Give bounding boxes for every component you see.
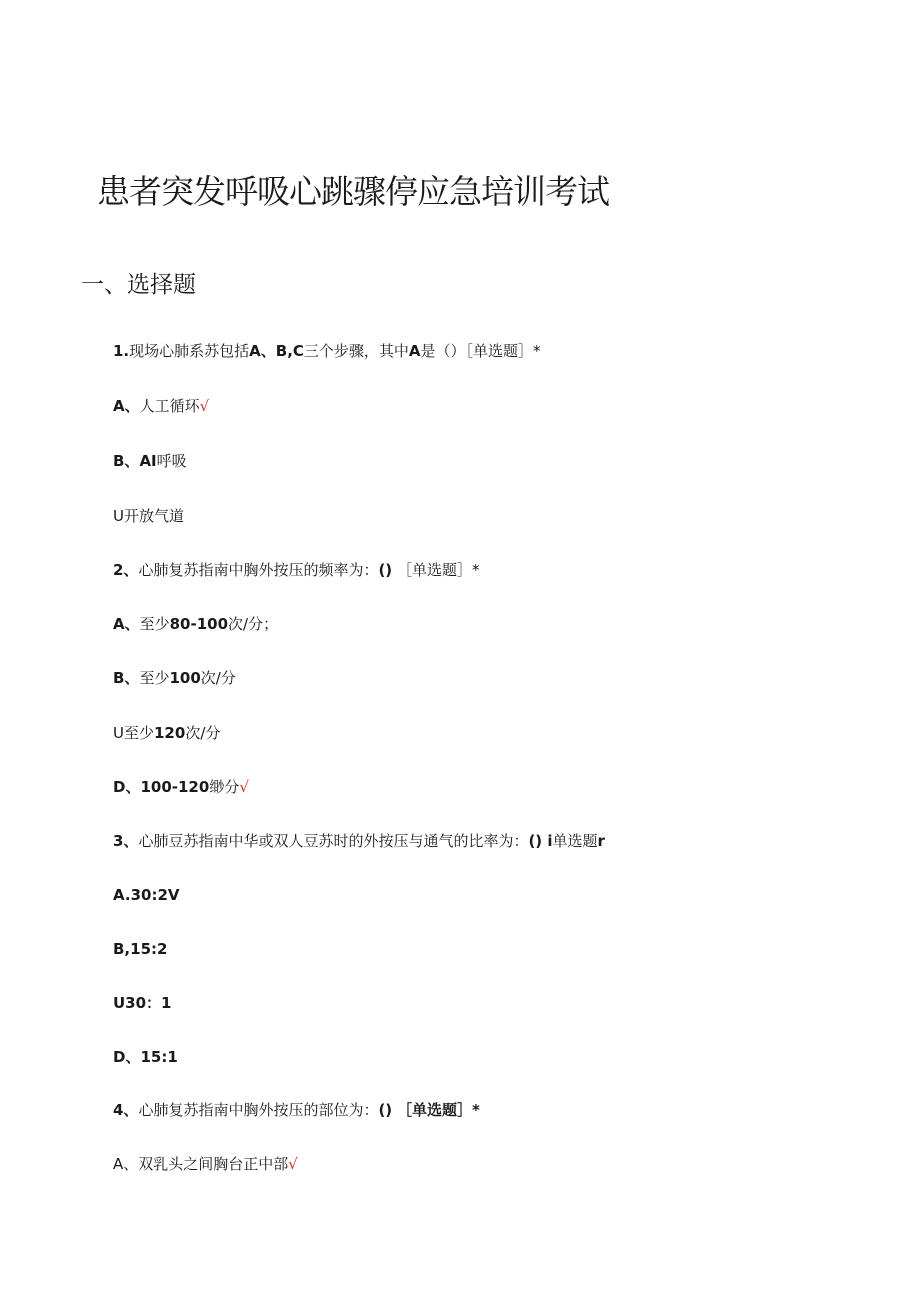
option-1a [113,396,209,416]
checkmark-icon: √ [199,397,210,415]
question-1 [113,341,541,361]
section-heading: 一、选择题 [81,272,196,298]
option-text: 双乳头之间胸台正中部 [138,1155,289,1173]
option-2a [113,614,278,634]
option-4a [113,1154,298,1174]
option-number: 120 [154,724,186,742]
option-text-bold: AI [139,452,157,470]
document-title: 患者突发呼吸心跳骤停应急培训考试 [97,172,609,211]
checkmark-icon: √ [239,778,249,796]
question-text: 现场心肺系苏包括 [129,342,250,360]
option-label: B、 [113,669,140,687]
checkmark-icon: √ [288,1155,298,1173]
question-text-bold: () [378,561,393,579]
option-3a: A.30:2V [113,886,180,904]
option-label: U [113,507,124,525]
question-text-bold: r [597,832,605,850]
question-text-bold: () [378,1101,393,1119]
option-1c [113,506,184,526]
question-text: 心肺复苏指南中胸外按压的部位为： [138,1101,379,1119]
option-text: 至少 [139,615,170,633]
option-number: 100-120 [140,778,210,796]
question-text: 心肺豆苏指南中华或双人豆苏时的外按压与通气的比率为： [138,832,529,850]
question-text: 单选题 [552,832,598,850]
option-number: 100 [169,669,201,687]
option-label: A、 [113,1155,139,1173]
option-text: 次/分 [185,724,221,742]
option-text: 呼吸 [156,452,187,470]
question-text: 是（）［单选题］* [420,342,541,360]
option-number: 80-100 [169,615,229,633]
question-number: 1. [113,342,130,360]
question-4 [113,1100,480,1120]
option-text: 开放气道 [123,507,184,525]
option-label: D、 [113,778,141,796]
option-1b [113,451,187,471]
option-label: U [113,724,124,742]
option-text: 次/分 [200,669,236,687]
question-text-bold: A [408,342,421,360]
option-3c: U30：1 [113,994,172,1012]
question-2 [113,560,479,580]
question-text-bold: () i [528,832,553,850]
option-text: 人工循环 [139,397,200,415]
option-3d: D、15:1 [113,1048,178,1066]
option-label: A、 [113,397,140,415]
question-text: 三个步骤，其中 [303,342,409,360]
option-2d [113,777,249,797]
option-text: 至少 [139,669,170,687]
question-text: 心肺复苏指南中胸外按压的频率为： [138,561,379,579]
option-label: B、 [113,452,140,470]
option-3b: B,15:2 [113,940,168,958]
question-3 [113,831,605,851]
question-number: 2、 [113,561,139,579]
question-number: 3、 [113,832,139,850]
option-label: A、 [113,615,140,633]
question-number: 4、 [113,1101,139,1119]
option-text: 缈分 [209,778,240,796]
question-text-bold: A、B,C [249,342,304,360]
option-text: 至少 [123,724,154,742]
option-text: 次/分； [228,615,279,633]
question-text-bold: ［单选题］* [396,1101,480,1119]
question-text: ［单选题］* [396,561,480,579]
option-2c [113,723,220,743]
option-2b [113,668,236,688]
